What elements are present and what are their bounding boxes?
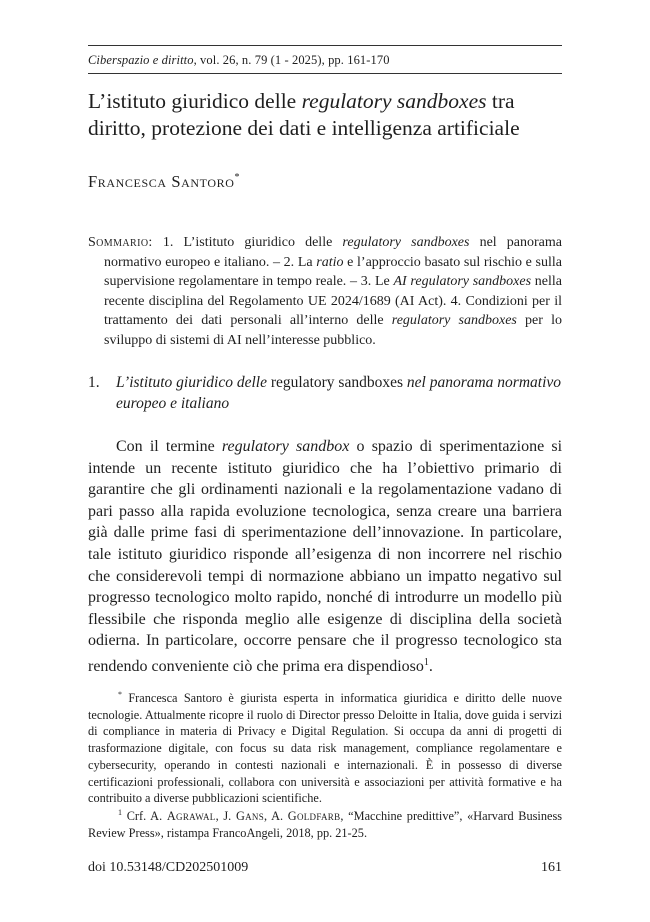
section-number: 1. [88,374,100,391]
doi[interactable]: doi 10.53148/CD202501009 [88,860,249,875]
top-rule [88,45,562,46]
summary-label: Sommario: [88,235,153,250]
summary [88,233,562,350]
summary-italic: ratio [316,254,344,270]
section-heading [88,372,562,414]
footnote-text: Francesca Santoro è giurista esperta in informatica giuridica e diritto delle nuove tecnologie. Attualmente ricopre il ruolo di Director presso Deloitte in Italia, dove guida i servizi di compliance in materia di Privacy e Digital Regulation. Si occupa da anni di progetti di trasformazione digitale, con focus su data risk management, compliance regolamentare e cybersecurity, operando in contesti nazionali e internazionali. È in possesso di diverse certificazioni professionali, collabora con università e associazioni per attività formative e ha contribuito a diverse pubblicazioni scientifiche. [88,691,562,806]
author-footnote-marker[interactable]: * [234,172,241,183]
page-number: 161 [541,860,562,875]
summary-text: nella recente disciplina del Regolamento UE 2024/1689 (AI Act). 4. Condizioni per il trattamento dei dati personali all’interno delle [104,274,562,328]
body-paragraph [88,436,562,678]
footnote-marker: 1 [118,808,122,817]
summary-italic: AI regulatory sandboxes [393,274,532,289]
author-name-text: Francesca Santoro [88,172,235,191]
section-heading-italic: L’istituto giuridico delle [116,374,267,391]
footnote-author-name: Gans [235,809,265,823]
author-name [88,168,240,192]
footnote-marker: * [118,690,122,699]
summary-text: per lo sviluppo di sistemi di AI nell’interesse pubblico. [104,313,563,348]
article-title [88,88,568,142]
body-italic: regulatory sandbox [221,438,350,455]
summary-italic: regulatory sandboxes [391,313,517,328]
body-text: Con il termine [116,438,222,455]
section-heading-italic: nel panorama normativo europeo e italiano [116,374,562,412]
title-text-2: tra diritto, protezione dei dati e intelligenza artificiale [88,89,520,140]
body-text: . [428,657,433,675]
footnote-author-name: Goldfarb [287,809,341,823]
summary-text: 1. L’istituto giuridico delle [152,235,343,250]
body-text: o spazio di sperimentazione si intende un recente istituto giuridico che ha l’obiettivo primario di garantire che gli ordinamenti nazionali e la regolamentazione vadano di pari passo alla rapida evoluzione tecnologica, senza creare una barriera già dalle prime fasi di sperimentazione dell’innovazione. In particolare, tale istituto giuridico risponde all’esigenza di non incorrere nel rischio che considerevoli tempi di normazione abbiano un impatto negativo sul progresso tecnologico molto rapido, nonché di introdurre un modello più flessibile che risponda meglio alle esigenze di disciplina della società odierna. In particolare, occorre pensare che il progresso tecnologico sta rendendo conveniente ciò che prima era dispendioso [88,438,563,675]
journal-details: , vol. 26, n. 79 (1 - 2025), pp. 161-170 [193,53,390,67]
running-head [88,52,562,68]
footnote-text: Crf. A. [126,809,167,823]
section-heading-roman: regulatory sandboxes [266,374,407,391]
footnote-text: , A. [264,809,288,823]
title-italic: regulatory sandboxes [301,89,487,113]
summary-text: e l’approccio basato sul rischio e sulla supervisione regolamentare in tempo reale. – 3. Le [104,254,562,289]
footnote-reference[interactable]: 1 [423,656,429,668]
footnote-author [88,687,562,807]
running-head-rule [88,73,562,74]
summary-italic: regulatory sandboxes [342,235,470,250]
footnote-text: , J. [215,809,236,823]
footnote-text: , “Macchine predittive”, «Harvard Business Review Press», ristampa FrancoAngeli, 2018, pp. 21-25. [88,809,563,840]
journal-name: Ciberspazio e diritto [88,53,194,67]
footnote-1 [88,805,562,841]
summary-text: nel panorama normativo europeo e italiano. – 2. La [104,235,562,270]
title-text-1: L’istituto giuridico delle [88,89,302,113]
footnote-author-name: Agrawal [166,809,216,823]
